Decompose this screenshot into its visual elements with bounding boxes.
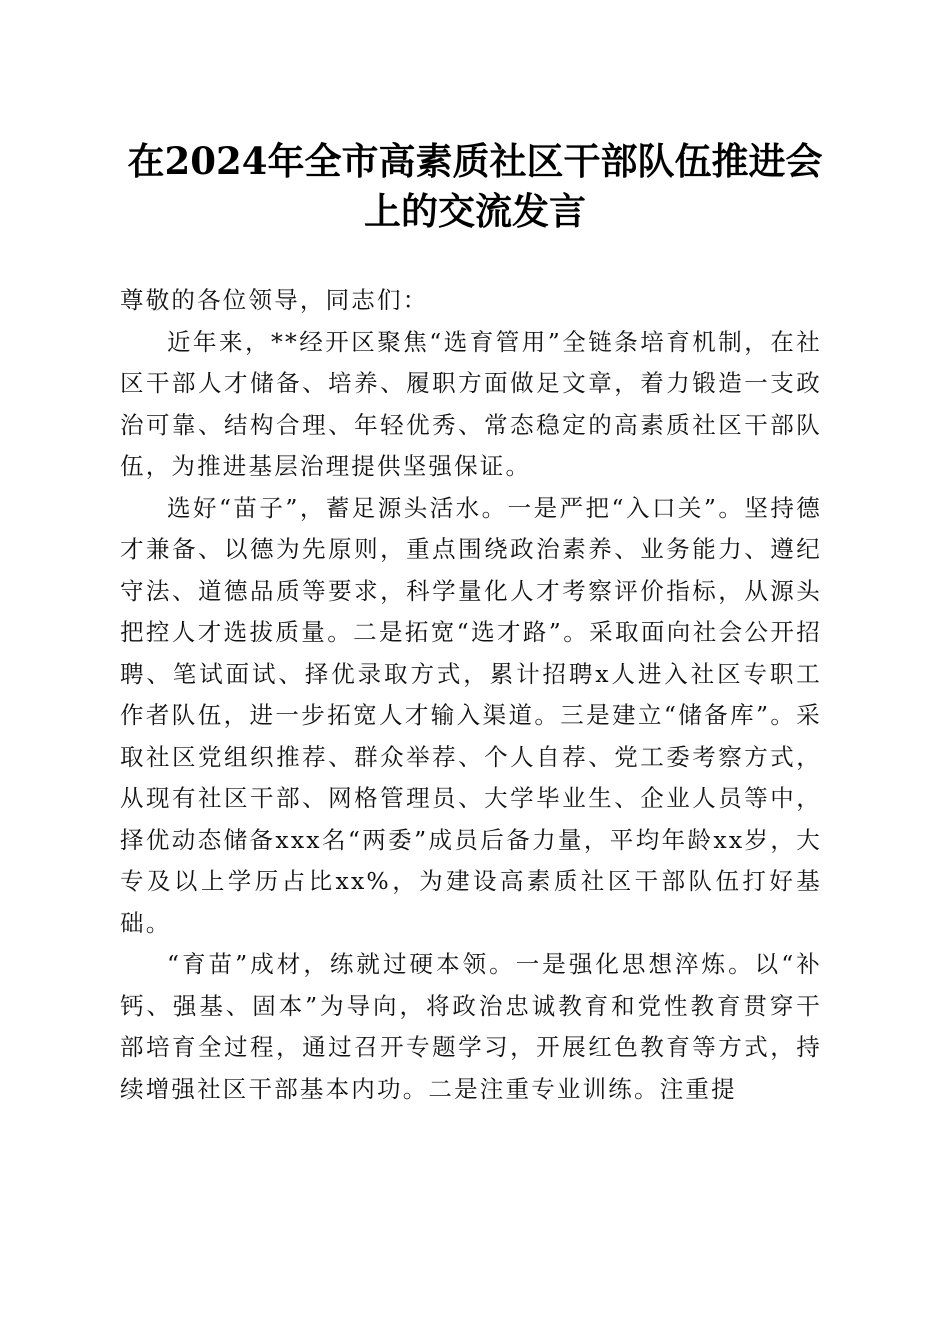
document-body: [120, 280, 822, 1110]
document-title: 在2024年全市高素质社区干部队伍推进会上的交流发言: [127, 139, 823, 233]
paragraph-selection: 选好“苗子”，蓄足源头活水。一是严把“入口关”。坚持德才兼备、以德为先原则，重点围绕政治素养、业务能力、遵纪守法、道德品质等要求，科学量化人才考察评价指标，从源头把控人才选拔质量。二是拓宽“选才路”。采取面向社会公开招聘、笔试面试、择优录取方式，累计招聘x人进入社区专职工作者队伍，进一步拓宽人才输入渠道。三是建立“储备库”。采取社区党组织推荐、群众举荐、个人自荐、党工委考察方式，从现有社区干部、网格管理员、大学毕业生、企业人员等中，择优动态储备xxx名“两委”成员后备力量，平均年龄xx岁，大专及以上学历占比xx%，为建设高素质社区干部队伍打好基础。: [120, 493, 822, 937]
paragraph-intro: 近年来，**经开区聚焦“选育管用”全链条培育机制，在社区干部人才储备、培养、履职方面做足文章，着力锻造一支政治可靠、结构合理、年轻优秀、常态稳定的高素质社区干部队伍，为推进基层治理提供坚强保证。: [120, 327, 822, 480]
paragraph-cultivation: “育苗”成材，练就过硬本领。一是强化思想淬炼。以“补钙、强基、固本”为导向，将政治忠诚教育和党性教育贯穿干部培育全过程，通过召开专题学习，开展红色教育等方式，持续增强社区干部基本内功。二是注重专业训练。注重提: [120, 950, 822, 1103]
salutation: 尊敬的各位领导，同志们：: [120, 286, 429, 314]
